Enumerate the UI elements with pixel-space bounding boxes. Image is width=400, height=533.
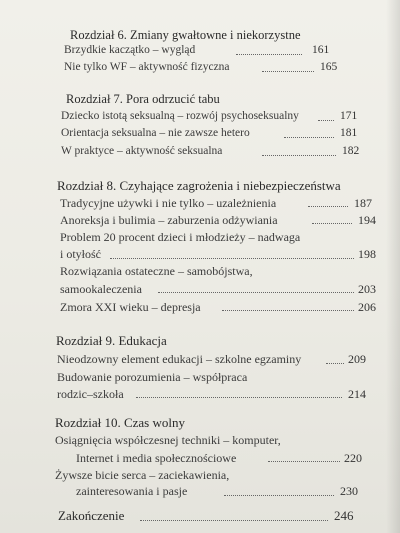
leader-dots: [326, 362, 344, 364]
leader-dots: [158, 291, 354, 293]
toc-entry-continuation: [57, 387, 124, 402]
entry-text: Zmora XXI wieku – depresja: [60, 299, 201, 314]
toc-entry: [61, 110, 299, 122]
toc-entry: [60, 196, 276, 211]
leader-dots: [284, 136, 334, 138]
page-number: 246: [334, 508, 354, 523]
entry-text: Internet i media społecznościowe: [76, 450, 237, 465]
leader-dots: [312, 222, 352, 224]
toc-entry: [60, 264, 253, 279]
entry-text: Nie tylko WF – aktywność fizyczna: [64, 61, 230, 73]
ending-title: Zakończenie: [58, 508, 125, 523]
entry-text: Orientacja seksualna – nie zawsze hetero: [61, 127, 250, 139]
entry-text: W praktyce – aktywność seksualna: [61, 145, 223, 157]
toc-entry: [57, 370, 247, 385]
leader-dots: [140, 519, 328, 521]
chapter-10-title: Rozdział 10. Czas wolny: [55, 415, 185, 431]
entry-text: Osiągnięcia współczesnej techniki – komputer,: [55, 433, 281, 448]
page-number: 161: [312, 44, 330, 56]
page-number: 203: [358, 281, 376, 296]
toc-entry: [64, 44, 195, 56]
toc-entry: [64, 61, 230, 73]
toc-entry-continuation: [76, 451, 236, 466]
leader-dots: [236, 53, 302, 55]
entry-text: Żywsze bicie serca – zaciekawienia,: [55, 467, 230, 482]
page-number: 171: [340, 110, 358, 122]
leader-dots: [268, 460, 340, 462]
toc-entry: [55, 468, 229, 483]
page-edge-shadow: [386, 0, 400, 533]
entry-text: Tradycyjne używki i nie tylko – uzależnienia: [60, 195, 277, 210]
toc-entry-continuation: [60, 282, 142, 297]
chapter-6-title: Rozdział 6. Zmiany gwałtowne i niekorzystne: [70, 28, 301, 42]
page-number: 198: [358, 247, 376, 262]
page-number: 206: [358, 299, 376, 314]
toc-entry: [61, 145, 222, 157]
entry-text: samookaleczenia: [60, 281, 142, 296]
page-number: 214: [348, 386, 366, 401]
chapter-7-title: Rozdział 7. Pora odrzucić tabu: [66, 92, 220, 106]
chapter-9-title: Rozdział 9. Edukacja: [56, 333, 167, 349]
page-number: 194: [358, 212, 376, 227]
leader-dots: [262, 70, 314, 72]
entry-text: i otyłość: [60, 247, 101, 262]
entry-text: rodzic–szkoła: [57, 386, 124, 401]
leader-dots: [222, 309, 354, 311]
toc-entry: [57, 352, 301, 367]
page-number: 187: [354, 195, 372, 210]
entry-text: zainteresowania i pasje: [76, 484, 188, 499]
entry-text: Anoreksja i bulimia – zaburzenia odżywiania: [60, 212, 278, 227]
entry-text: Brzydkie kaczątko – wygląd: [64, 44, 196, 56]
toc-entry: [55, 433, 281, 448]
toc-entry: [60, 230, 300, 245]
leader-dots: [110, 257, 354, 259]
entry-text: Nieodzowny element edukacji – szkolne egzaminy: [57, 352, 302, 367]
leader-dots: [308, 205, 348, 207]
entry-text: Budowanie porozumienia – współpraca: [57, 369, 248, 384]
toc-entry: [60, 213, 278, 228]
entry-text: Dziecko istotą seksualną – rozwój psychoseksualny: [61, 110, 299, 122]
leader-dots: [318, 119, 334, 121]
toc-entry: [60, 300, 201, 315]
page-number: 230: [340, 484, 358, 499]
toc-entry-continuation: [60, 247, 101, 262]
page-number: 165: [320, 61, 338, 73]
leader-dots: [136, 396, 342, 398]
page-number: 182: [342, 145, 360, 157]
page-number: 220: [344, 450, 362, 465]
chapter-8-title: Rozdział 8. Czyhające zagrożenia i niebezpieczeństwa: [57, 177, 341, 193]
entry-text: Rozwiązania ostateczne – samobójstwa,: [60, 264, 253, 279]
toc-entry: [61, 127, 250, 139]
page-number: 209: [348, 352, 366, 367]
toc-entry-continuation: [76, 484, 187, 499]
page-number: 181: [340, 127, 358, 139]
entry-text: Problem 20 procent dzieci i młodzieży – nadwaga: [60, 230, 301, 245]
leader-dots: [262, 154, 336, 156]
leader-dots: [224, 494, 334, 496]
